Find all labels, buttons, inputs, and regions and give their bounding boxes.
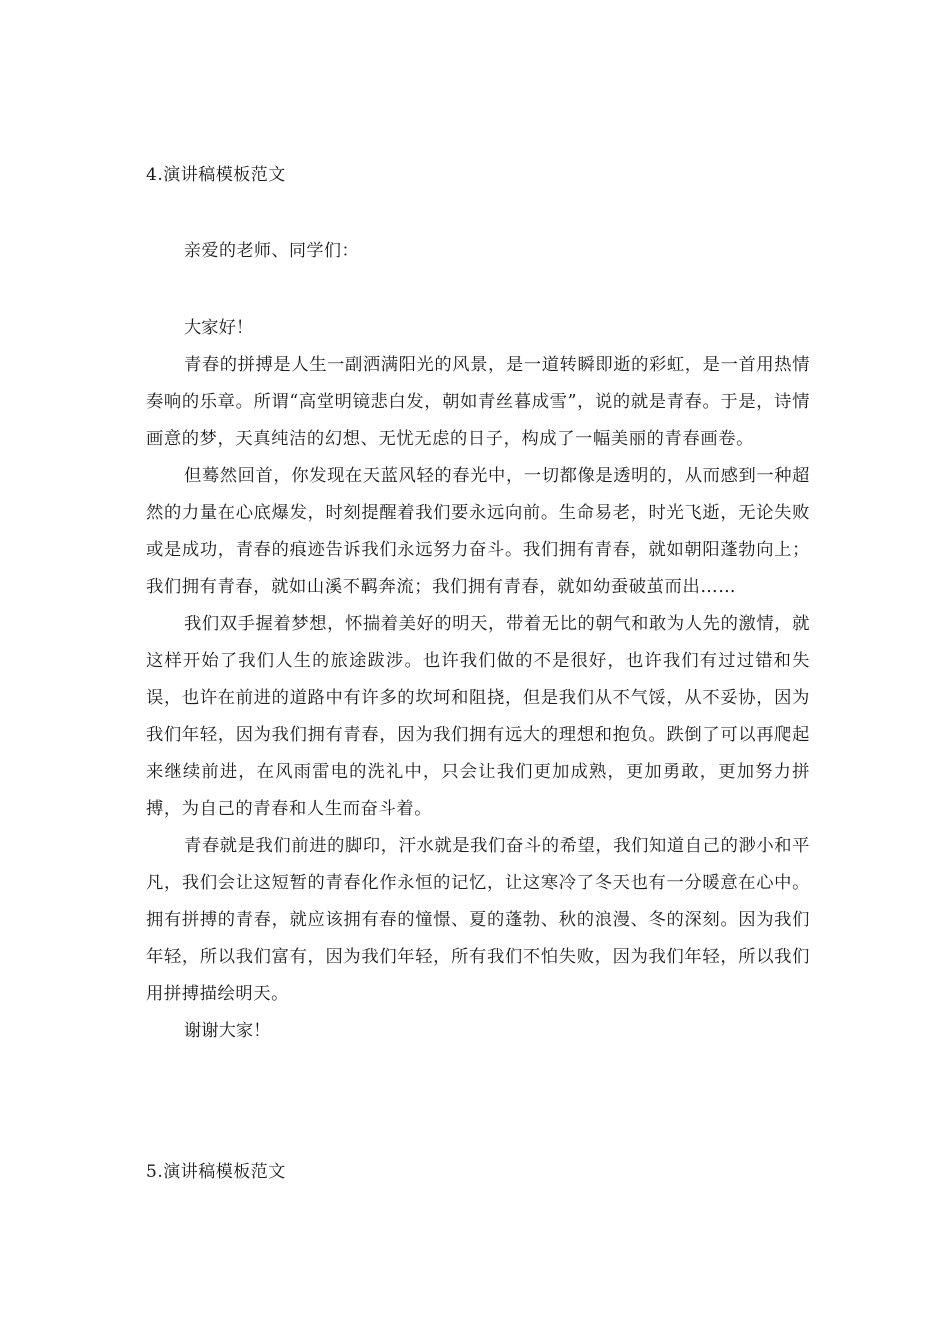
closing: 谢谢大家！ [184,1021,271,1041]
paragraph-3: 我们双手握着梦想，怀揣着美好的明天，带着无比的朝气和敢为人先的激情，就这样开始了我们人生的旅途跋涉。也许我们做的不是很好，也许我们有过过错和失误，也许在前进的道路中有许多的坎坷和阻挠，但是我们从不气馁，从不妥协，因为我们年轻，因为我们拥有青春，因为我们拥有远大的理想和抱负。跌倒了可以再爬起来继续前进，在风雨雷电的洗礼中，只会让我们更加成熟，更加勇敢，更加努力拼搏，为自己的青春和人生而奋斗着。 [146,614,810,819]
paragraph-2: 但蓦然回首，你发现在天蓝风轻的春光中，一切都像是透明的，从而感到一种超然的力量在心底爆发，时刻提醒着我们要永远向前。生命易老，时光飞逝，无论失败或是成功，青春的痕迹告诉我们永远努力奋斗。我们拥有青春，就如朝阳蓬勃向上；我们拥有青春，就如山溪不羁奔流；我们拥有青春，就如幼蚕破茧而出…… [146,466,810,597]
paragraph-4: 青春就是我们前进的脚印，汗水就是我们奋斗的希望，我们知道自己的渺小和平凡，我们会让这短暂的青春化作永恒的记忆，让这寒冷了冬天也有一分暖意在心中。拥有拼搏的青春，就应该拥有春的憧憬、夏的蓬勃、秋的浪漫、冬的深刻。因为我们年轻，所以我们富有，因为我们年轻，所有我们不怕失败，因为我们年轻，所以我们用拼搏描绘明天。 [146,836,810,1004]
salutation: 亲爱的老师、同学们： [184,241,359,261]
speech-body [146,310,810,1050]
section-5-title: 5.演讲稿模板范文 [146,1162,286,1182]
paragraph-1: 青春的拼搏是人生一副洒满阳光的风景，是一道转瞬即逝的彩虹，是一首用热情奏响的乐章。所谓“高堂明镜悲白发，朝如青丝暮成雪”，说的就是青春。于是，诗情画意的梦，天真纯洁的幻想、无忧无虑的日子，构成了一幅美丽的青春画卷。 [146,355,810,449]
section-4-title: 4.演讲稿模板范文 [146,165,286,185]
greeting: 大家好！ [184,318,254,338]
